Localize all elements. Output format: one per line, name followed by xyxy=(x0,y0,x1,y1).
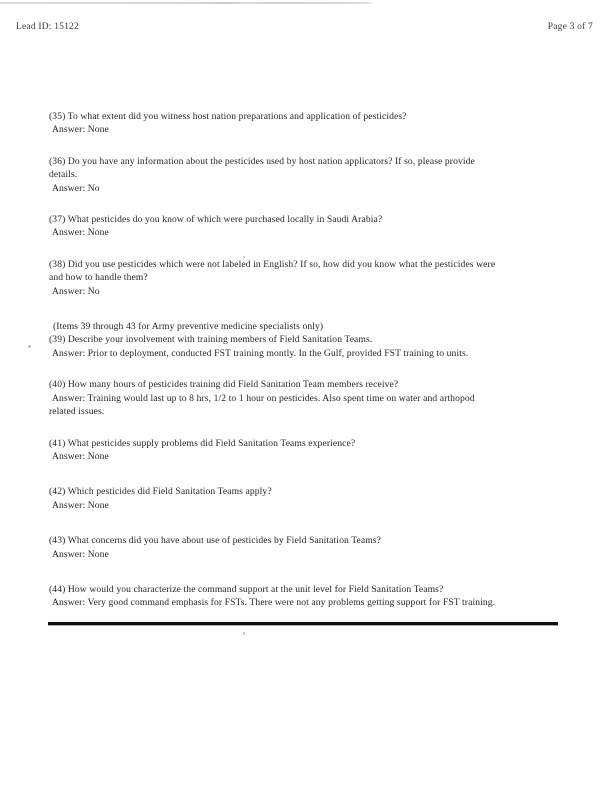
qa-block-40 xyxy=(49,378,559,418)
question-text: (37) What pesticides do you know of which were purchased locally in Saudi Arabia? xyxy=(49,214,383,226)
answer-text: Answer: No xyxy=(52,182,100,194)
question-text: (41) What pesticides supply problems did Field Sanitation Teams experience? xyxy=(49,437,356,449)
bottom-horizontal-rule-shadow xyxy=(48,625,558,626)
qa-block-44 xyxy=(49,583,559,610)
page-running-head xyxy=(0,22,611,36)
question-text: (44) How would you characterize the command support at the unit level for Field Sanitation Teams? xyxy=(49,583,444,595)
answer-text: Answer: No xyxy=(52,285,100,297)
scan-speck-below-rule xyxy=(243,632,245,635)
question-text: (36) Do you have any information about the pesticides used by host nation applicators? If so, please provide xyxy=(49,155,475,167)
scan-artifact-top-line xyxy=(0,2,372,4)
qa-block-36 xyxy=(49,155,559,195)
question-text: (40) How many hours of pesticides training did Field Sanitation Team members receive? xyxy=(49,379,399,391)
questionnaire-body xyxy=(49,110,559,622)
question-text-continued: and how to handle them? xyxy=(49,272,148,284)
answer-text-continued: related issues. xyxy=(49,406,105,418)
question-text-continued: details. xyxy=(49,169,78,181)
question-text: (38) Did you use pesticides which were not labeled in English? If so, how did you know what the pesticides were xyxy=(49,258,496,270)
qa-block-42 xyxy=(49,485,559,512)
qa-block-37 xyxy=(49,213,559,240)
qa-block-41 xyxy=(49,437,559,464)
page-number-label: Page 3 of 7 xyxy=(547,22,593,32)
answer-text: Answer: None xyxy=(52,548,109,560)
answer-text: Answer: None xyxy=(52,124,109,136)
qa-block-35 xyxy=(49,110,559,137)
answer-text: Answer: None xyxy=(52,450,109,462)
answer-text: Answer: Very good command emphasis for FSTs. There were not any problems getting support for FST training. xyxy=(52,597,496,609)
question-text: (35) To what extent did you witness host nation preparations and application of pesticides? xyxy=(49,111,407,122)
section-note: (Items 39 through 43 for Army preventive medicine specialists only) xyxy=(53,321,324,333)
answer-text: Answer: None xyxy=(52,227,109,239)
question-text: (39) Describe your involvement with training members of Field Sanitation Teams. xyxy=(49,334,373,346)
scan-speck-left-margin xyxy=(28,345,31,348)
answer-text: Answer: Training would last up to 8 hrs, 1/2 to 1 hour on pesticides. Also spent time on water and arthopod xyxy=(52,392,475,404)
qa-block-39 xyxy=(49,320,559,360)
lead-id-label: Lead ID: 15122 xyxy=(16,22,79,32)
qa-block-38 xyxy=(49,258,559,298)
qa-block-43 xyxy=(49,534,559,561)
answer-text: Answer: Prior to deployment, conducted FST training montly. In the Gulf, provided FST training to units. xyxy=(52,347,469,359)
answer-text: Answer: None xyxy=(52,499,109,511)
question-text: (42) Which pesticides did Field Sanitation Teams apply? xyxy=(49,486,272,498)
question-text: (43) What concerns did you have about use of pesticides by Field Sanitation Teams? xyxy=(49,535,381,547)
